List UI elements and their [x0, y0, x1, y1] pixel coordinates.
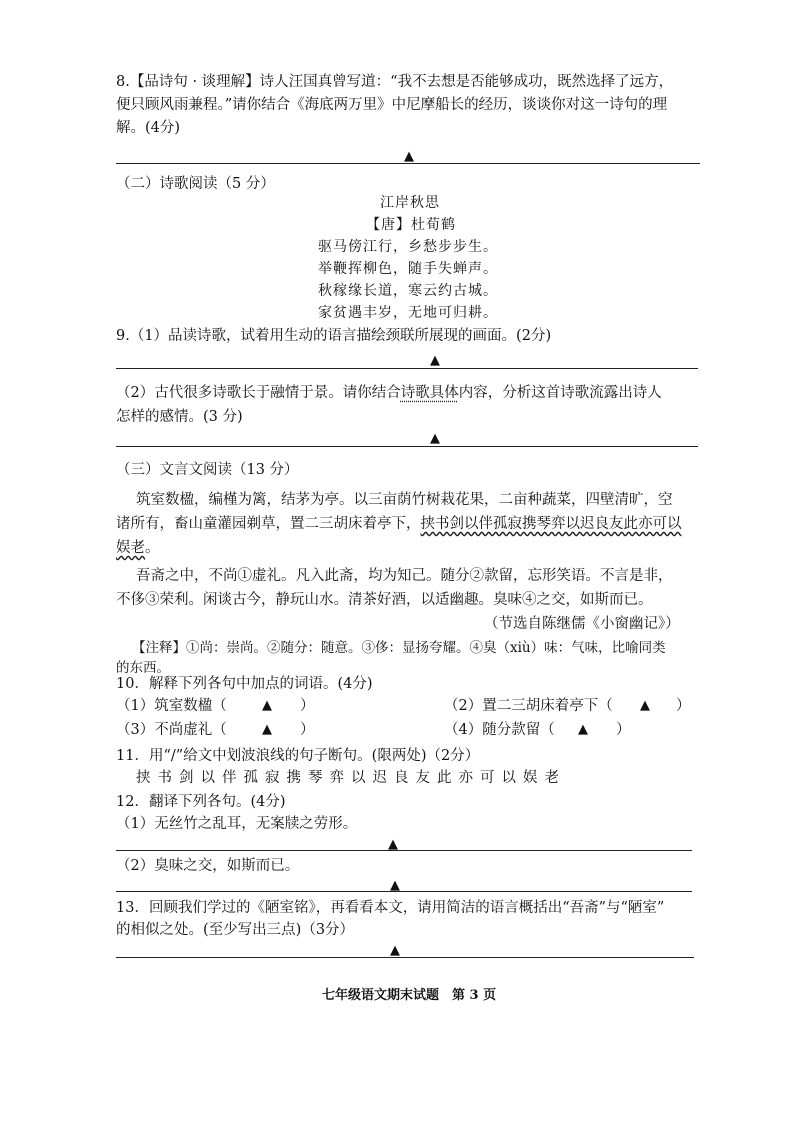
answer-line: [116, 891, 692, 892]
answer-mark: ▲: [262, 698, 272, 713]
page-footer: 七年级语文期末试题 第 3 页: [322, 988, 497, 1003]
answer-mark: ▲: [388, 837, 398, 852]
section-heading-classical: （三）文言文阅读（13 分）: [116, 462, 299, 478]
q10-item-1: （1）筑室数楹（: [116, 698, 227, 714]
answer-line: [116, 850, 692, 851]
q12-item-2: （2）臭味之交，如斯而已。: [116, 858, 300, 874]
wavy-underlined-sentence: 挟书剑以伴孤寂携琴弈以迟良友此亦可以: [420, 516, 682, 532]
q12-stem: 12．翻译下列各句。(4分): [116, 794, 286, 810]
answer-mark: ▲: [430, 431, 440, 446]
poem-author: 【唐】杜荀鹤: [366, 217, 456, 233]
q11-sentence: 挟书剑以伴孤寂携琴弈以迟良友此亦可以娱老: [136, 770, 566, 786]
answer-mark: ▲: [430, 353, 440, 368]
passage-source: （节选自陈继儒《小窗幽记》）: [484, 616, 680, 632]
q10-close-paren: ）: [300, 698, 315, 714]
answer-line: [116, 163, 700, 164]
answer-mark: ▲: [390, 878, 400, 893]
q10-item-2: （2）置二三胡床着亭下（: [444, 698, 613, 714]
passage-para-1-line-2: 诸所有，畜山童灌园剃草，置二三胡床着亭下，挟书剑以伴孤寂携琴弈以迟良友此亦可以: [116, 516, 682, 532]
q9-part-2-line-1: （2）古代很多诗歌长于融情于景。请你结合诗歌具体内容，分析这首诗歌流露出诗人: [116, 385, 662, 401]
answer-mark: ▲: [390, 943, 400, 958]
answer-line: [116, 446, 698, 447]
passage-para-1-line-1: 筑室数楹，编槿为篱，结茅为亭。以三亩荫竹树栽花果，二亩种蔬菜，四壁清旷，空: [136, 492, 673, 508]
notes-line-2: 的东西。: [116, 660, 170, 676]
poem-line: 驱马傍江行，乡愁步步生。: [318, 239, 498, 255]
q10-stem: 10．解释下列各句中加点的词语。(4分): [116, 676, 373, 692]
passage-para-2-line-2: 不侈③荣利。闲谈古今，静玩山水。清茶好酒，以适幽趣。臭味④之交，如斯而已。: [116, 592, 653, 608]
answer-line: [116, 368, 698, 369]
poem-line: 家贫遇丰岁，无地可归耕。: [318, 305, 498, 321]
q10-close-paren: ）: [300, 722, 315, 738]
q10-close-paren: ）: [616, 722, 631, 738]
answer-mark: ▲: [404, 149, 414, 164]
poem-line: 举鞭挥柳色，随手失蝉声。: [318, 261, 498, 277]
answer-line: [116, 957, 694, 958]
notes-line-1: 【注释】①尚：崇尚。②随分：随意。③侈：显扬夸耀。④臭（xiù）味：气味，比喻同类: [132, 640, 666, 656]
answer-mark: ▲: [262, 722, 272, 737]
passage-para-2-line-1: 吾斋之中，不尚①虚礼。凡入此斋，均为知己。随分②款留，忘形笑语。不言是非，: [136, 568, 673, 584]
answer-mark: ▲: [640, 698, 650, 713]
q10-item-4: （4）随分款留（: [444, 722, 555, 738]
q8-line-2: 便只顾风雨兼程。”请你结合《海底两万里》中尼摩船长的经历，谈谈你对这一诗句的理: [116, 97, 668, 113]
q12-item-1: （1）无丝竹之乱耳，无案牍之劳形。: [116, 816, 358, 832]
q10-close-paren: ）: [676, 698, 691, 714]
section-heading-poetry: （二）诗歌阅读（5 分）: [116, 176, 275, 192]
q13-line-2: 的相似之处。(至少写出三点)（3分）: [116, 922, 355, 938]
passage-para-1-line-3: 娱老。: [116, 540, 160, 556]
answer-mark: ▲: [578, 722, 588, 737]
q10-item-3: （3）不尚虚礼（: [116, 722, 227, 738]
q9-part-2-line-2: 怎样的感情。(3 分): [116, 409, 243, 425]
emphasis-dots: 诗歌具体: [400, 385, 459, 401]
q8-line-1: 8.【品诗句 · 谈理解】诗人汪国真曾写道：“我不去想是否能够成功，既然选择了远方，: [116, 74, 674, 90]
q13-line-1: 13．回顾我们学过的《陋室铭》，再看看本文，请用简洁的语言概括出“吾斋”与“陋室”: [116, 900, 665, 916]
poem-title: 江岸秋思: [380, 195, 440, 211]
q9-part-1: 9.（1）品读诗歌，试着用生动的语言描绘颈联所展现的画面。(2分): [116, 328, 552, 344]
q8-line-3: 解。(4分): [116, 120, 181, 136]
poem-line: 秋稼缘长道，寒云约古城。: [318, 283, 498, 299]
q11-stem: 11．用“/”给文中划波浪线的句子断句。(限两处)（2分）: [116, 748, 480, 764]
